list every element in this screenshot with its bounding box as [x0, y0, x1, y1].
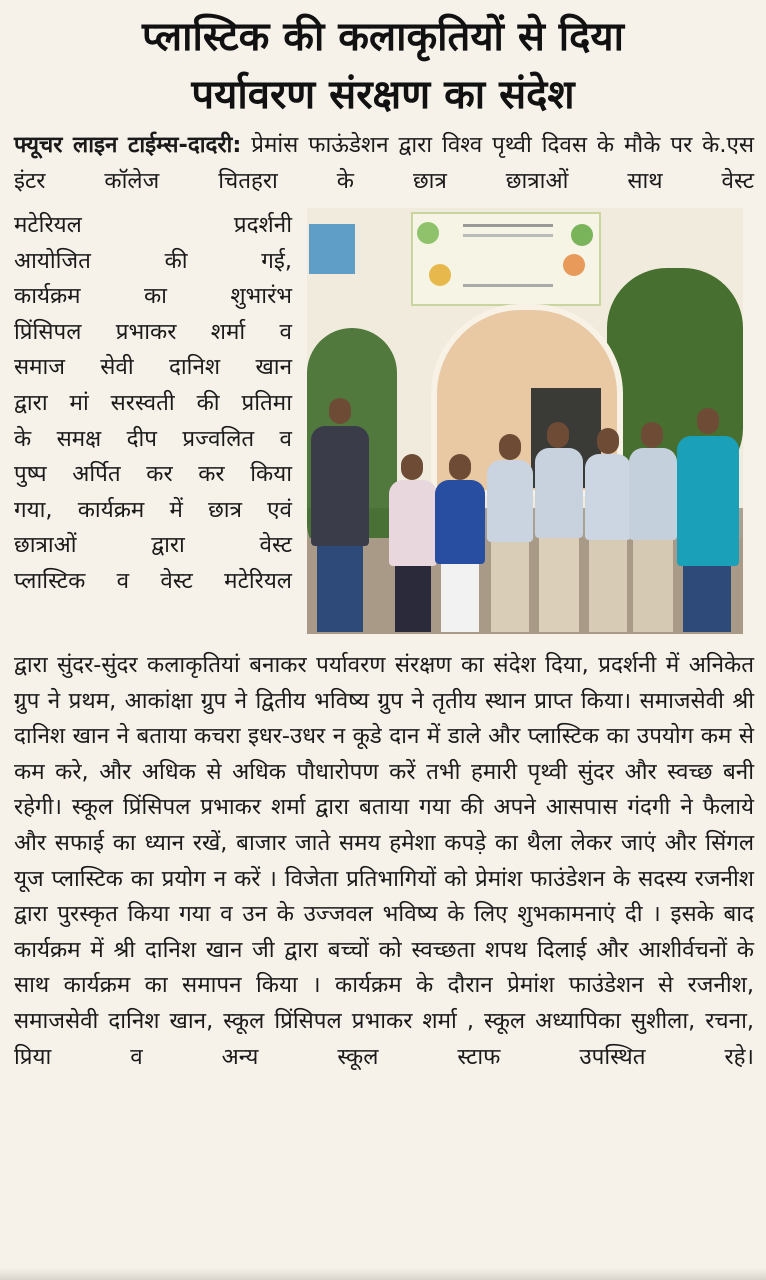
banner-text-line — [463, 234, 553, 237]
side-line: के समक्ष दीप प्रज्वलित व — [14, 425, 292, 452]
side-line: गया, कार्यक्रम में छात्र एवं — [14, 496, 292, 523]
photo-person-head — [641, 422, 663, 448]
article-intro — [14, 128, 754, 199]
photo-banner — [411, 212, 601, 306]
banner-flower — [571, 224, 593, 246]
photo-person-head — [449, 454, 471, 480]
photo-person — [435, 480, 485, 564]
banner-flower — [417, 222, 439, 244]
side-column-text — [14, 208, 292, 600]
side-line: समाज सेवी दानिश खान — [14, 354, 292, 381]
photo-person-head — [401, 454, 423, 480]
side-line: प्रिंसिपल प्रभाकर शर्मा व — [14, 318, 292, 345]
photo-person — [487, 460, 533, 542]
event-photo — [307, 208, 743, 634]
side-line: द्वारा मां सरस्वती की प्रतिमा — [14, 389, 292, 416]
photo-person-head — [597, 428, 619, 454]
side-line: प्लास्टिक व वेस्ट मटेरियल — [14, 567, 292, 594]
photo-person-legs — [633, 540, 673, 632]
side-line: छात्राओं द्वारा वेस्ट — [14, 532, 292, 559]
banner-text-line — [463, 284, 553, 287]
banner-flower — [563, 254, 585, 276]
photo-person-legs — [491, 542, 529, 632]
dateline: फ्यूचर लाइन टाईम्स-दादरी: — [14, 132, 242, 158]
photo-person — [585, 454, 631, 540]
photo-person-legs — [395, 566, 431, 632]
photo-person-head — [547, 422, 569, 448]
photo-person-head — [697, 408, 719, 434]
side-line: मटेरियल प्रदर्शनी — [14, 212, 292, 238]
photo-person-head — [329, 398, 351, 424]
photo-person-legs — [317, 546, 363, 632]
photo-person-legs — [441, 564, 479, 632]
photo-person — [389, 480, 437, 566]
photo-person — [535, 448, 583, 538]
photo-person-legs — [683, 566, 731, 632]
intro-text: प्रेमांस फाऊंडेशन द्वारा विश्व पृथ्वी दिवस के मौके पर के.एस इंटर कॉलेज चितहरा के छात्र छात्राओं साथ वेस्ट — [14, 132, 754, 194]
photo-person — [311, 426, 369, 546]
headline-line-1: प्लास्टिक की कलाकृतियों से दिया — [142, 14, 624, 60]
photo-sign — [309, 224, 355, 274]
banner-flower — [429, 264, 451, 286]
photo-person-legs — [589, 540, 627, 632]
side-line: पुष्प अर्पित कर कर किया — [14, 461, 292, 488]
article-main-text: द्वारा सुंदर-सुंदर कलाकृतियां बनाकर पर्यावरण संरक्षण का संदेश दिया, प्रदर्शनी में अनिकेत ग्रुप ने प्रथम, आकांक्षा ग्रुप ने द्वितीय भविष्य ग्रुप ने तृतीय स्थान प्राप्त किया। समाजसेवी श्री दानिश खान ने बताया कचरा इधर-उधर न कूडे दान में डाले और प्लास्टिक का उपयोग कम से कम करे, और अधिक से अधिक पौधारोपण करें तभी हमारी पृथ्वी सुंदर और स्वच्छ बनी रहेगी। स्कूल प्रिंसिपल प्रभाकर शर्मा द्वारा बताया गया की अपने आसपास गंदगी ने फैलाये और सफाई का ध्यान रखें, बाजार जाते समय हमेशा कपड़े का थैला लेकर जाएं और सिंगल यूज प्लास्टिक का प्रयोग न करें । विजेता प्रतिभागियों को प्रेमांश फाउंडेशन के सदस्य रजनीश द्वारा पुरस्कृत किया गया व उन के उज्जवल भविष्य के लिए शुभकामनाएं दी । इसके बाद कार्यक्रम में श्री दानिश खान जी द्वारा बच्चों को स्वच्छता शपथ दिलाई और आशीर्वचनों के साथ कार्यक्रम का समापन किया । कार्यक्रम के दौरान प्रेमांश फाउंडेशन से रजनीश, समाजसेवी दानिश खान, स्कूल प्रिंसिपल प्रभाकर शर्मा , स्कूल अध्यापिका सुशीला, रचना, प्रिया व अन्य स्कूल स्टाफ उपस्थित रहे। — [14, 652, 754, 1070]
article-headline — [0, 8, 766, 124]
photo-person — [629, 448, 677, 540]
banner-text-line — [463, 224, 553, 227]
headline-line-2: पर्यावरण संरक्षण का संदेश — [191, 72, 575, 118]
page-bottom-edge — [0, 1268, 766, 1280]
side-line: कार्यक्रम का शुभारंभ — [14, 283, 292, 310]
photo-person-head — [499, 434, 521, 460]
photo-person — [677, 436, 739, 566]
side-line: आयोजित की गई, — [14, 247, 292, 274]
photo-person-legs — [539, 538, 579, 632]
